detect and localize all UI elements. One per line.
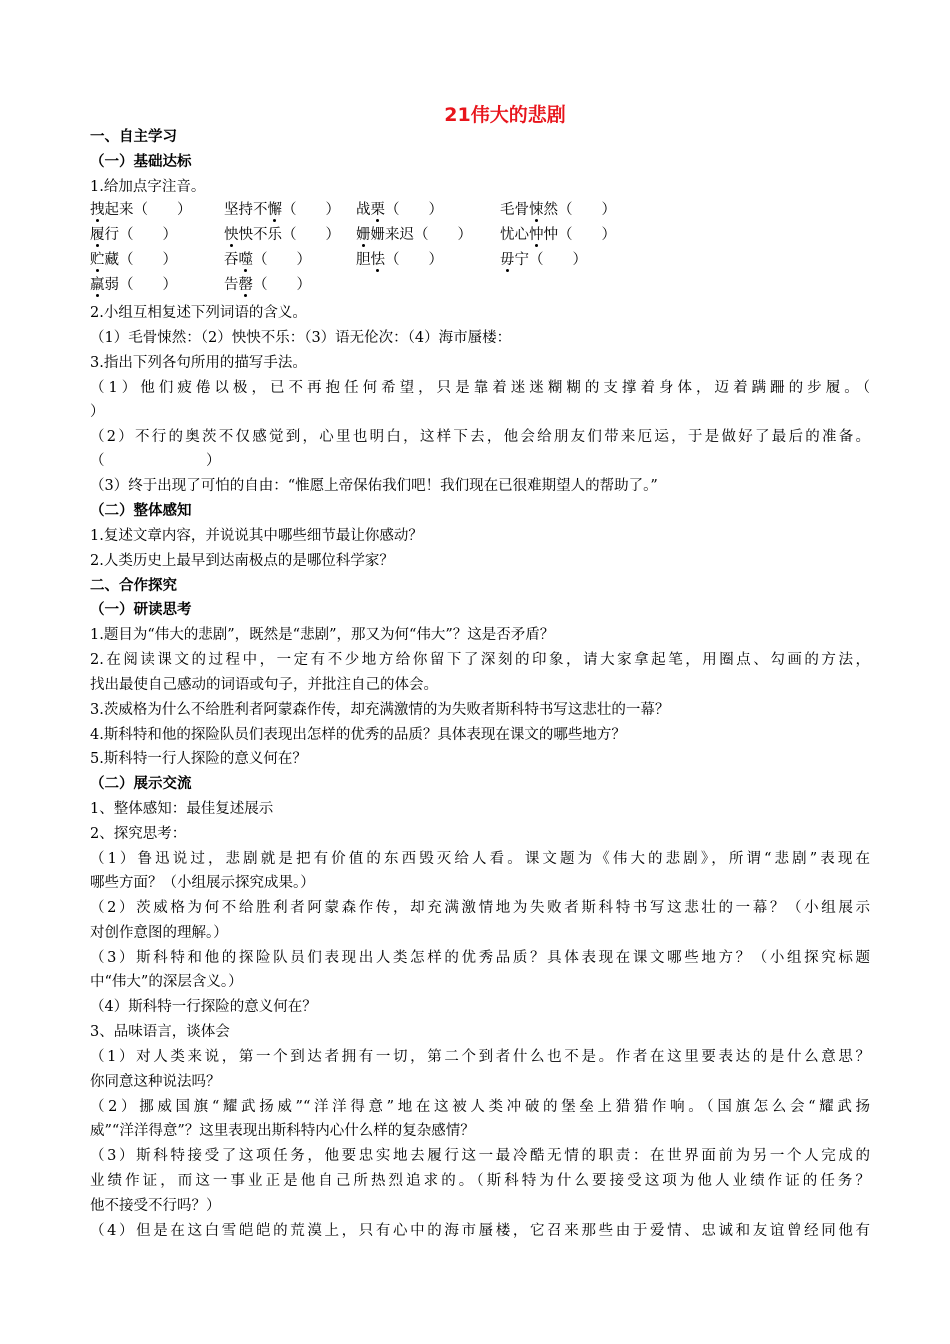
exchange-item-3: 3、品味语言，谈体会	[90, 1024, 230, 1040]
exchange-item-3-3-cont: 业绩作证，而这一事业正是他自己所热烈追求的。（斯科特为什么要接受这项为他人业绩作证的任务？	[90, 1173, 870, 1189]
pinyin-item	[500, 199, 616, 221]
study-question-3: 3.茨威格为什么不给胜利者阿蒙森作传，却充满激情的为失败者斯科特书写这悲壮的一幕？	[90, 702, 670, 718]
question-3-item-1: （1）他们疲倦以极，已不再抱任何希望，只是靠着迷迷糊糊的支撑着身体，迈着蹒跚的步履。（	[90, 380, 870, 396]
pinyin-text-after: （ ）	[282, 202, 340, 218]
exchange-item-1: 1、整体感知：最佳复述展示	[90, 801, 274, 817]
dotted-character: 毋	[500, 252, 515, 268]
pinyin-text-before: 战	[356, 202, 371, 218]
pinyin-item	[224, 224, 340, 246]
pinyin-text-after: 藏（ ）	[104, 252, 177, 268]
dotted-character: 拽	[90, 202, 105, 218]
pinyin-item	[500, 249, 587, 271]
pinyin-text-after: （ ）	[385, 202, 443, 218]
exchange-item-2-3-cont: 中“伟大”的深层含义。）	[90, 974, 243, 990]
question-2-items: （1）毛骨悚然：（2）怏怏不乐：（3）语无伦次：（4）海市蜃楼：	[90, 330, 512, 346]
document-title: 21伟大的悲剧	[444, 104, 566, 126]
dotted-character: 噬	[238, 252, 253, 268]
exchange-item-3-3-cont2: 他不接受不行吗？）	[90, 1198, 221, 1214]
question-3: 3.指出下列各句所用的描写手法。	[90, 355, 307, 371]
dotted-character: 贮	[90, 252, 105, 268]
question-3-item-1-blank: ）	[90, 404, 105, 420]
dotted-character: 懈	[267, 202, 282, 218]
section-heading-2: 二、合作探究	[90, 578, 177, 594]
exchange-item-2: 2、探究思考：	[90, 826, 187, 842]
pinyin-item	[90, 249, 177, 271]
pinyin-item	[500, 224, 616, 246]
pinyin-text-before: 坚持不	[224, 202, 268, 218]
pinyin-text-before: 告	[224, 277, 239, 293]
pinyin-item	[356, 224, 472, 246]
exchange-item-2-4: （4）斯科特一行探险的意义何在？	[90, 999, 317, 1015]
pinyin-text-after: 然（ ）	[543, 202, 616, 218]
pinyin-item	[90, 224, 177, 246]
dotted-character: 履	[90, 227, 105, 243]
pinyin-item	[356, 199, 443, 221]
pinyin-text-after: 姗来迟（ ）	[370, 227, 472, 243]
question-3-item-2-blank: （ ）	[90, 453, 221, 469]
exchange-item-3-4: （4）但是在这白雪皑皑的荒漠上，只有心中的海市蜃楼，它召来那些由于爱情、忠诚和友谊曾经同他有	[90, 1223, 870, 1239]
dotted-character: 栗	[370, 202, 385, 218]
pinyin-text-after: 怏不乐（ ）	[238, 227, 340, 243]
pinyin-text-before: 胆	[356, 252, 371, 268]
pinyin-text-after: （ ）	[253, 277, 311, 293]
dotted-character: 忡	[529, 227, 544, 243]
exchange-item-3-3: （3）斯科特接受了这项任务，他要忠实地去履行这一最冷酷无情的职责：在世界面前为另一个人完成的	[90, 1148, 870, 1164]
exchange-item-3-1: （1）对人类来说，第一个到达者拥有一切，第二个到者什么也不是。作者在这里要表达的是什么意思？	[90, 1049, 870, 1065]
dotted-character: 怏	[224, 227, 239, 243]
dotted-character: 姗	[356, 227, 371, 243]
question-1: 1.给加点字注音。	[90, 179, 206, 195]
subsection-heading-overall: （二）整体感知	[90, 503, 192, 519]
perception-question-1: 1.复述文章内容，并说说其中哪些细节最让你感动？	[90, 528, 423, 544]
exchange-item-2-1: （1）鲁迅说过，悲剧就是把有价值的东西毁灭给人看。课文题为《伟大的悲剧》，所谓“悲剧”表现在	[90, 851, 870, 867]
dotted-character: 罄	[238, 277, 253, 293]
pinyin-text-after: （ ）	[385, 252, 443, 268]
pinyin-text-before: 忧心	[500, 227, 529, 243]
study-question-1: 1.题目为“伟大的悲剧”，既然是“悲剧”，那又为何“伟大”？这是否矛盾？	[90, 627, 555, 643]
question-3-item-2: （2）不行的奥茨不仅感觉到，心里也明白，这样下去，他会给朋友们带来厄运，于是做好了最后的准备。	[90, 429, 870, 445]
pinyin-text-after: 弱（ ）	[104, 277, 177, 293]
exchange-item-3-2: （2）挪威国旗“耀武扬威”“洋洋得意”地在这被人类冲破的堡垒上猎猎作响。（国旗怎么会“耀武扬	[90, 1099, 870, 1115]
pinyin-text-before: 吞	[224, 252, 239, 268]
pinyin-text-after: 行（ ）	[104, 227, 177, 243]
dotted-character: 羸	[90, 277, 105, 293]
pinyin-text-after: 忡（ ）	[543, 227, 616, 243]
dotted-character: 悚	[529, 202, 544, 218]
pinyin-item	[224, 274, 311, 296]
dotted-character: 怯	[370, 252, 385, 268]
exchange-item-2-2-cont: 对创作意图的理解。）	[90, 925, 228, 941]
question-3-item-3: （3）终于出现了可怕的自由：“惟愿上帝保佑我们吧！我们现在已很难期望人的帮助了。”	[90, 478, 658, 494]
question-2: 2.小组互相复述下列词语的含义。	[90, 305, 307, 321]
subsection-heading-basics: （一）基础达标	[90, 154, 192, 170]
exchange-item-2-3: （3）斯科特和他的探险队员们表现出人类怎样的优秀品质？具体表现在课文哪些地方？（小组探究标题	[90, 950, 870, 966]
pinyin-text-before: 毛骨	[500, 202, 529, 218]
study-question-2-cont: 找出最使自己感动的词语或句子，并批注自己的体会。	[90, 677, 438, 693]
pinyin-item	[356, 249, 443, 271]
pinyin-item	[90, 199, 192, 221]
study-question-4: 4.斯科特和他的探险队员们表现出怎样的优秀的品质？具体表现在课文的哪些地方？	[90, 727, 626, 743]
exchange-item-3-2-cont: 威”“洋洋得意”？这里表现出斯科特内心什么样的复杂感情？	[90, 1123, 475, 1139]
exchange-item-2-2: （2）茨威格为何不给胜利者阿蒙森作传，却充满激情地为失败者斯科特书写这悲壮的一幕？（小组展示	[90, 900, 870, 916]
pinyin-text-after: 起来（ ）	[104, 202, 192, 218]
pinyin-text-after: （ ）	[253, 252, 311, 268]
subsection-heading-exchange: （二）展示交流	[90, 776, 192, 792]
exchange-item-3-1-cont: 你同意这种说法吗？	[90, 1074, 221, 1090]
exchange-item-2-1-cont: 哪些方面？（小组展示探究成果。）	[90, 875, 315, 891]
pinyin-item	[90, 274, 177, 296]
study-question-5: 5.斯科特一行人探险的意义何在？	[90, 751, 307, 767]
study-question-2: 2.在阅读课文的过程中，一定有不少地方给你留下了深刻的印象，请大家拿起笔，用圈点、勾画的方法，	[90, 652, 870, 668]
section-heading-1: 一、自主学习	[90, 129, 177, 145]
pinyin-text-after: 宁（ ）	[514, 252, 587, 268]
perception-question-2: 2.人类历史上最早到达南极点的是哪位科学家？	[90, 553, 394, 569]
pinyin-item	[224, 249, 311, 271]
subsection-heading-study: （一）研读思考	[90, 602, 192, 618]
pinyin-item	[224, 199, 340, 221]
